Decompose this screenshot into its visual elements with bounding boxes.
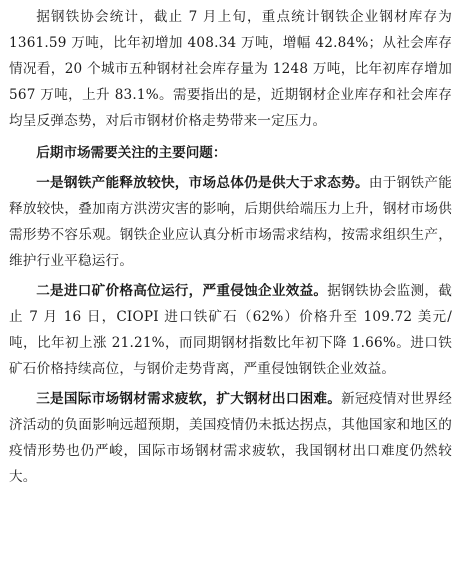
issue-paragraph-3 (9, 386, 452, 490)
issue-1-lead: 一是钢铁产能释放较快，市场总体仍是供大于求态势。 (36, 175, 369, 191)
intro-paragraph-text: 据钢铁协会统计，截止 7 月上旬，重点统计钢铁企业钢材库存为 1361.59 万吨，比年初增加 408.34 万吨，增幅 42.84%；从社会库存情况看，20 个城市五种钢材社会库存量为 1248 万吨，比年初库存增加 567 万吨，上升 83.1%。需要指出的是，近期钢材企业库存和社会库存均呈反弹态势，对后市钢材价格走势带来一定压力。 (9, 9, 452, 129)
section-heading: 后期市场需要关注的主要问题： (36, 145, 227, 161)
issue-3-lead: 三是国际市场钢材需求疲软，扩大钢材出口困难。 (36, 391, 342, 407)
issue-2-text: 据钢铁协会监测，截止 7 月 16 日，CIOPI 进口铁矿石（62%）价格升至 109.72 美元/吨，比年初上涨 21.21%，而同期钢材指数比年初下降 1.66%。进口铁矿石价格持续高位，与钢价走势背离，严重侵蚀钢铁企业效益。 (9, 283, 452, 377)
spacer (9, 134, 452, 138)
intro-paragraph (9, 4, 452, 134)
issue-3-text: 新冠疫情对世界经济活动的负面影响远超预期，美国疫情仍未抵达拐点，其他国家和地区的疫情形势也仍严峻，国际市场钢材需求疲软，我国钢材出口难度仍然较大。 (9, 391, 452, 485)
issue-2-lead: 二是进口矿价格高位运行，严重侵蚀企业效益。 (36, 283, 328, 299)
issue-paragraph-2 (9, 278, 452, 382)
issue-paragraph-1 (9, 170, 452, 274)
issue-1-text: 由于钢铁产能释放较快，叠加南方洪涝灾害的影响，后期供给端压力上升，钢材市场供需形势不容乐观。钢铁企业应认真分析市场需求结构，按需求组织生产，维护行业平稳运行。 (9, 175, 452, 269)
